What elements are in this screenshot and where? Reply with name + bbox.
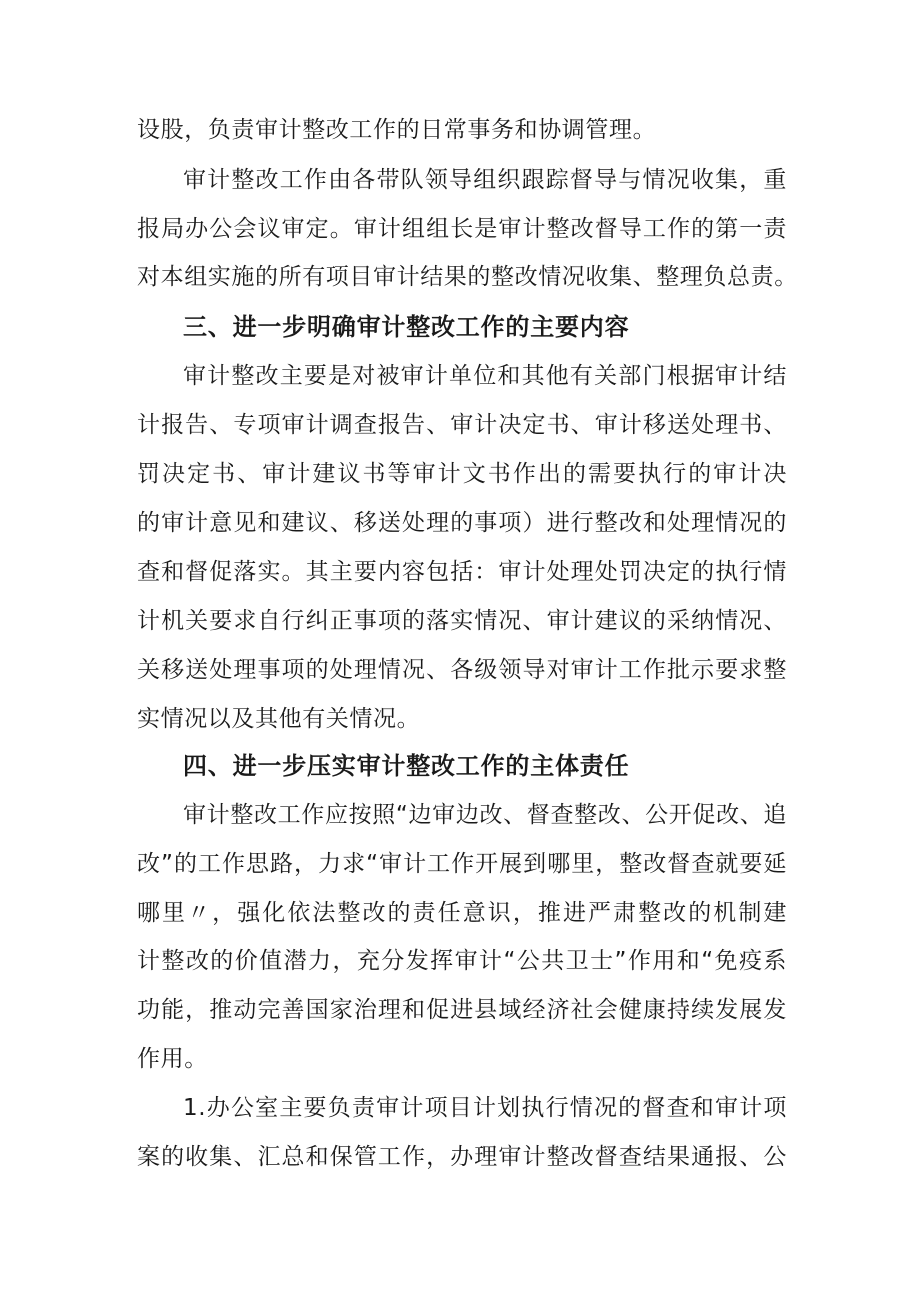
paragraph-line: 审计整改主要是对被审计单位和其他有关部门根据审计结 xyxy=(183,363,787,389)
paragraph-line: 实情况以及其他有关情况。 xyxy=(137,706,421,732)
paragraph-line: 计整改的价值潜力，充分发挥审计“公共卫士”作用和“免疫系 xyxy=(137,948,787,974)
paragraph-line: 改”的工作思路，力求“审计工作开展到哪里，整改督查就要延 xyxy=(137,851,787,877)
paragraph-line: 设股，负责审计整改工作的日常事务和协调管理。 xyxy=(137,117,657,143)
paragraph-line: 计机关要求自行纠正事项的落实情况、审计建议的采纳情况、 xyxy=(137,608,787,634)
paragraph-line: 的审计意见和建议、移送处理的事项）进行整改和处理情况的 xyxy=(137,510,787,536)
paragraph-line: 查和督促落实。其主要内容包括：审计处理处罚决定的执行情 xyxy=(137,559,787,585)
paragraph-line: 案的收集、汇总和保管工作，办理审计整改督查结果通报、公 xyxy=(137,1144,787,1170)
paragraph-line: 罚决定书、审计建议书等审计文书作出的需要执行的审计决 xyxy=(137,461,787,487)
paragraph-line: 审计整改工作应按照“边审边改、督查整改、公开促改、追 xyxy=(183,802,787,828)
paragraph-line: 1.办公室主要负责审计项目计划执行情况的督查和审计项 xyxy=(183,1095,787,1121)
paragraph-line: 作用。 xyxy=(137,1046,208,1072)
paragraph-line: 报局办公会议审定。审计组组长是审计整改督导工作的第一责 xyxy=(137,216,787,242)
paragraph-line: 功能，推动完善国家治理和促进县域经济社会健康持续发展发 xyxy=(137,997,787,1023)
section-heading-4: 四、进一步压实审计整改工作的主体责任 xyxy=(183,752,630,780)
paragraph-line: 关移送处理事项的处理情况、各级领导对审计工作批示要求整 xyxy=(137,657,787,683)
paragraph-line: 计报告、专项审计调查报告、审计决定书、审计移送处理书、 xyxy=(137,412,787,438)
paragraph-line: 审计整改工作由各带队领导组织跟踪督导与情况收集，重 xyxy=(183,167,787,193)
paragraph-line: 对本组实施的所有项目审计结果的整改情况收集、整理负总责。 xyxy=(137,264,798,290)
section-heading-3: 三、进一步明确审计整改工作的主要内容 xyxy=(183,313,630,341)
paragraph-line: 哪里〃，强化依法整改的责任意识，推进严肃整改的机制建 xyxy=(137,900,787,926)
